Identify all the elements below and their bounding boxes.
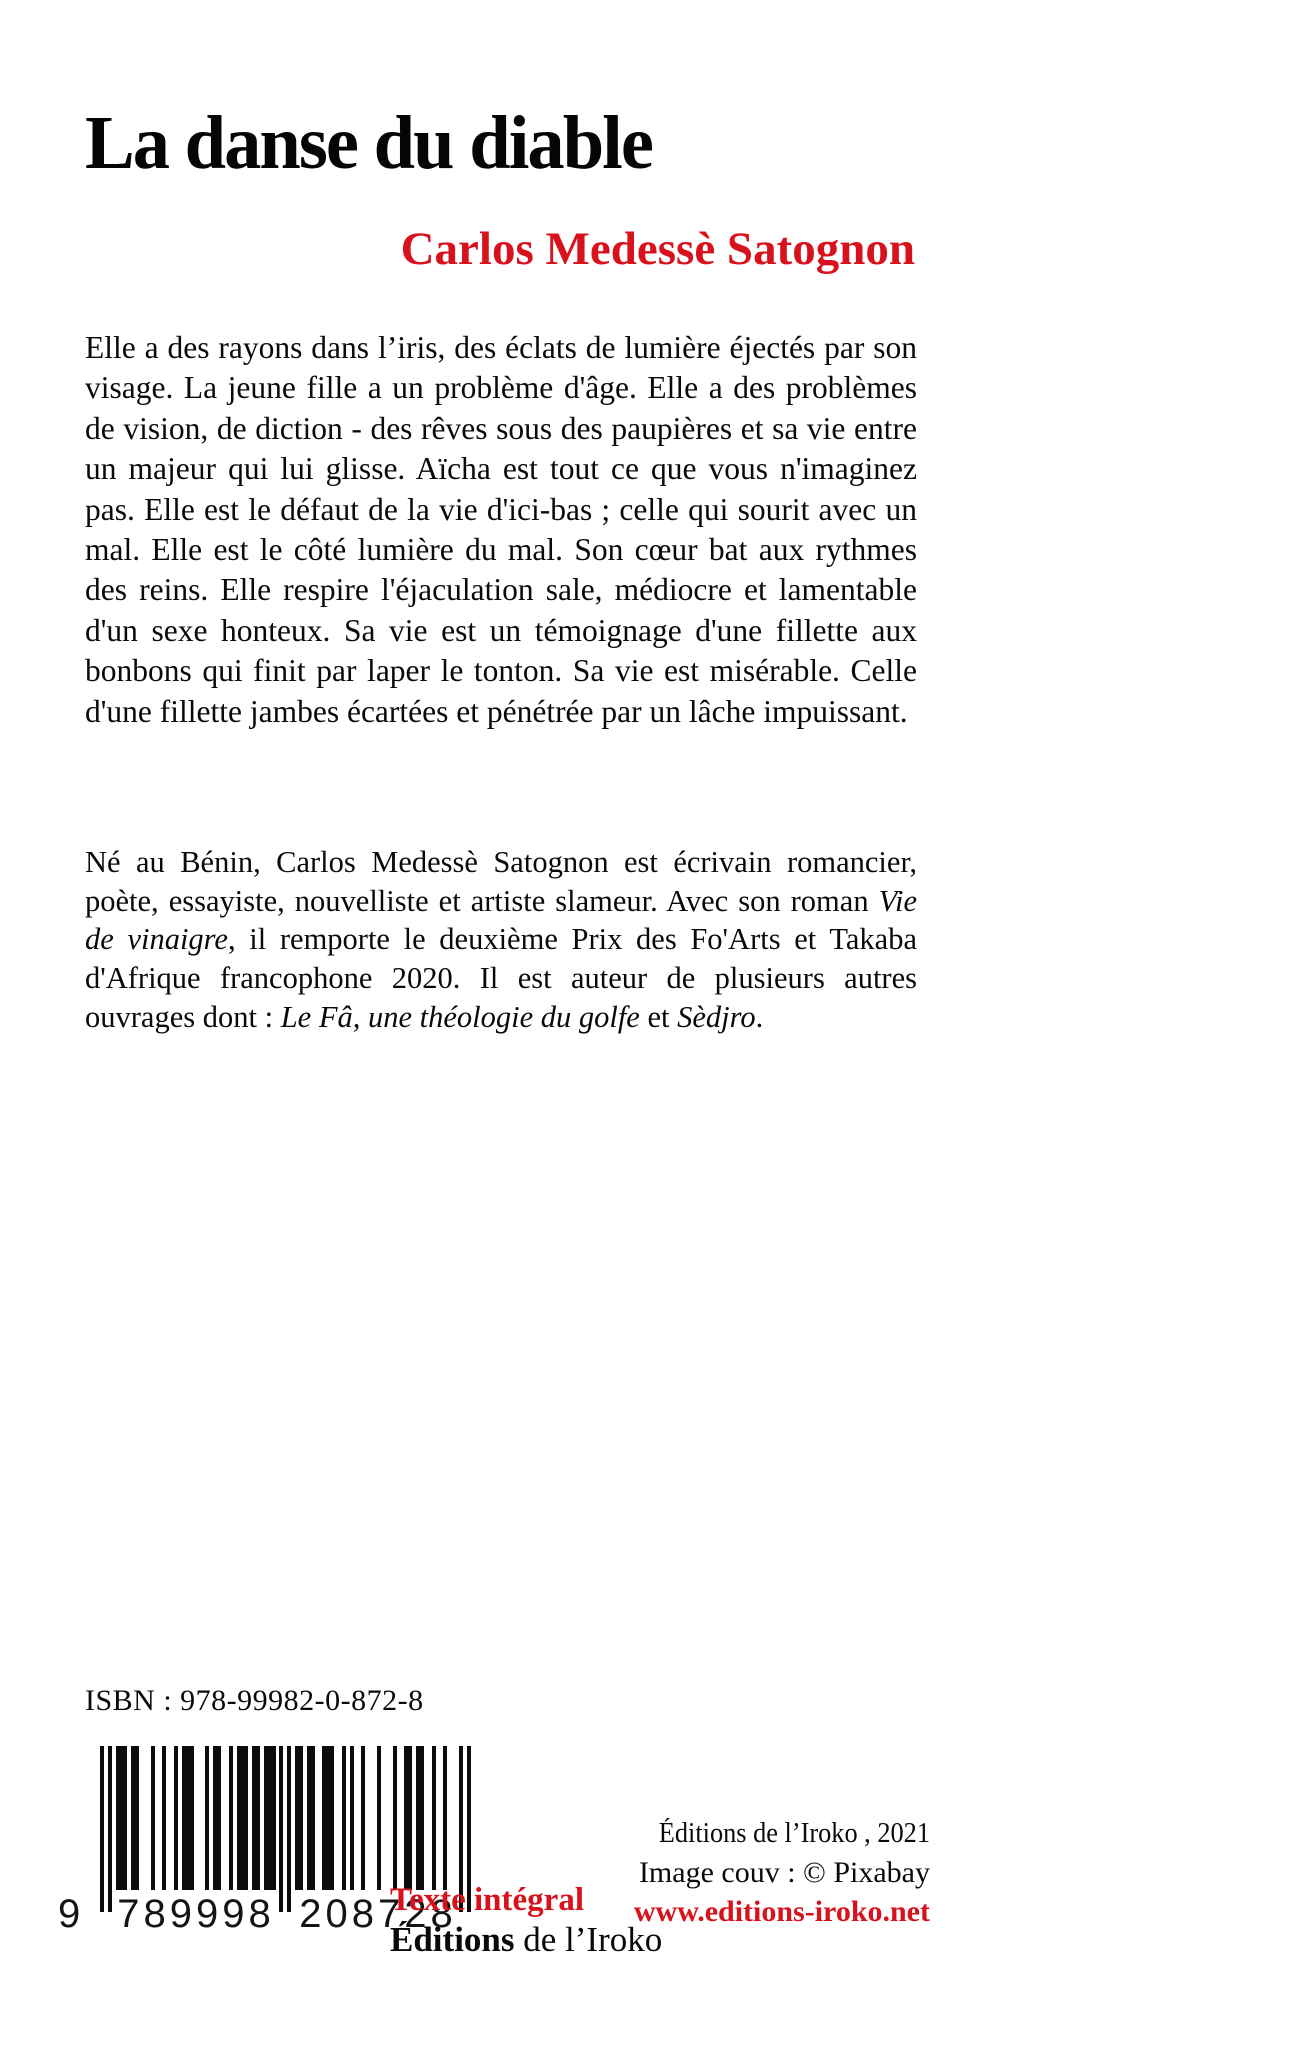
barcode-digit-group1: 789998 (117, 1892, 275, 1936)
cover-image-credit: Image couv : © Pixabay (638, 1856, 930, 1889)
isbn-label: ISBN : 978-99982-0-872-8 (85, 1684, 424, 1717)
footer-right-block (500, 1818, 930, 1929)
barcode-digit-group2: 208728 (299, 1892, 457, 1936)
synopsis-paragraph: Elle a des rayons dans l’iris, des éclats de lumière éjectés par son visage. La jeune fille a un problème d'âge. Elle a des problèmes de vision, de diction - des rêves sous des paupières et sa vie entre un majeur qui lui glisse. Aïcha est tout ce que vous n'imaginez pas. Elle est le défaut de la vie d'ici-bas ; celle qui sourit avec un mal. Elle est le côté lumière du mal. Son cœur bat aux rythmes des reins. Elle respire l'éjaculation sale, médiocre et lamentable d'un sexe honteux. Sa vie est un témoignage d'une fillette aux bonbons qui finit par laper le tonton. Sa vie est misérable. Celle d'une fillette jambes écartées et pénétrée par un lâche impuissant. (85, 330, 917, 729)
publisher-name-bold: Éditions (390, 1920, 515, 1959)
texte-integral-label: Texte intégral (390, 1882, 584, 1918)
publisher-website-link[interactable]: www.editions-iroko.net (633, 1895, 930, 1928)
publisher-name-rest: de l’Iroko (514, 1920, 663, 1959)
book-author: Carlos Medessè Satognon (400, 223, 915, 275)
author-bio-paragraph: Né au Bénin, Carlos Medessè Satognon est écrivain romancier, poète, essayiste, nouvelliste et artiste slameur. Avec son roman Vie de vinaigre, il remporte le deuxième Prix des Fo'Arts et Takaba d'Afrique francophone 2020. Il est auteur de plusieurs autres ouvrages dont : Le Fâ, une théologie du golfe et Sèdjro. (85, 845, 917, 1034)
book-title: La danse du diable (85, 101, 653, 185)
publisher-year-line: Éditions de l’Iroko , 2021 (658, 1818, 930, 1849)
barcode-digit-first: 9 (58, 1892, 81, 1936)
